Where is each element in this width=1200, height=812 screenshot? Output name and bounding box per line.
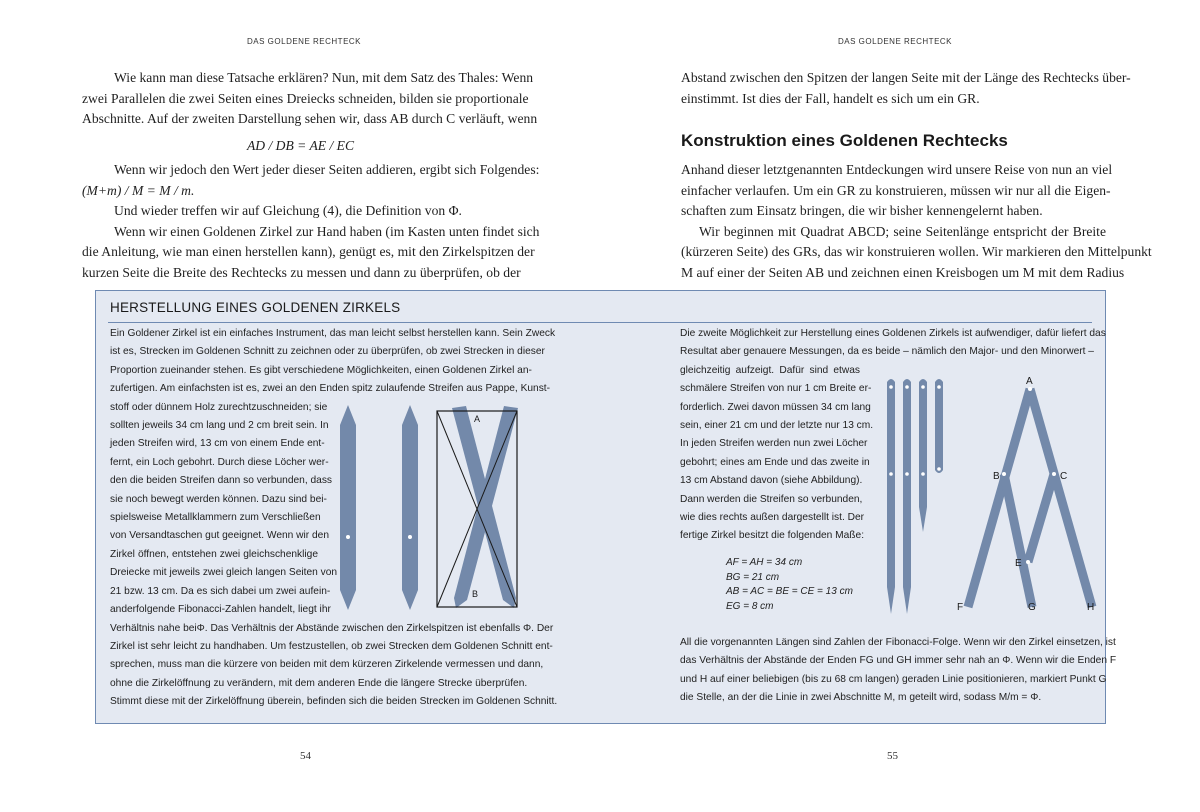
box-text-line: stoff oder dünnem Holz zurechtzuschneiden; sie [110,401,328,413]
strip-34b [903,379,911,614]
text-line: kurzen Seite die Breite des Rechtecks zu messen und dann zu überprüfen, ob der [82,264,521,280]
section-heading: Konstruktion eines Goldenen Rechtecks [681,131,1008,150]
text-line: Abschnitte. Auf der zweiten Darstellung sehen wir, dass AB durch C verläuft, wenn [82,111,538,126]
arm-bg [1004,474,1032,607]
running-head-left: DAS GOLDENE RECHTECK [247,37,362,46]
label-f: F [957,602,964,613]
box-text-line: schmälere Streifen von nur 1 cm Breite er- [680,383,872,395]
box-text-line: Zirkel öffnen, entstehen zwei gleichschenklige [110,548,318,560]
text-line: Wir beginnen mit Quadrat ABCD; seine Seitenlänge entspricht der Breite [699,223,1106,239]
strip-21 [919,379,927,532]
box-text-line: ist es, Strecken im Goldenen Schnitt zu zeichnen oder zu überprüfen, ob zwei Strecken in dieser [110,346,545,358]
strip-13 [935,379,943,473]
box-text-line: das Verhältnis der Abstände der Enden FG und GH immer sehr nah an Φ. Wenn wir die Enden F [680,655,1117,667]
box-text-line: die Stelle, an der die Linie in zwei Abschnitte M, m geteilt wird, sodass M/m = Φ. [680,692,1042,704]
box-text-line: sprechen, muss man die kürzere von beiden mit dem kürzeren Zirkelende vermessen und dann, [110,659,544,671]
box-text-line: Zirkel ist sehr leicht zu handhaben. Um festzustellen, ob zwei Strecken dem Goldenen Schnitt ent- [110,640,553,652]
label-a: A [1026,376,1033,387]
text-line: die Anleitung, wie man einen herstellen kann), genügt es, mit den Zirkelspitzen der [82,244,535,259]
running-head-right: DAS GOLDENE RECHTECK [838,37,953,46]
box-title-rule [108,322,1092,323]
text-line: zwei Parallelen die zwei Seiten eines Dreiecks schneiden, bilden sie proportionale [82,90,529,106]
label-c: C [1060,471,1068,482]
hole-2 [408,535,412,539]
right-page-body [681,68,1131,109]
page-number-right: 55 [887,750,898,762]
strip-2 [402,405,418,610]
box-text-line: anderfolgende Fibonacci-Zahlen handelt, liegt ihr [110,604,331,616]
box-text-line: Dann werden die Streifen so verbunden, [680,493,863,505]
box-text-line: sein, einer 21 cm und der letzte nur 13 cm. [680,420,874,432]
box-text-line: spielsweise Metallklammern zum Verschließen [110,512,321,524]
box-text-line: gebohrt; eines am Ende und das zweite in [680,456,870,468]
text-line: Abstand zwischen den Spitzen der langen Seite mit der Länge des Rechtecks über- [681,70,1131,85]
text-line: (kürzeren Seite) des GRs, das wir konstruieren wollen. Wir markieren den Mittelpunkt [681,244,1152,259]
hole-1 [346,535,350,539]
box-text-line: Die zweite Möglichkeit zur Herstellung eines Goldenen Zirkels ist aufwendiger, dafür liefert das [680,328,1106,339]
strip-34a [887,379,895,614]
box-text-line: In jeden Streifen werden nun zwei Löcher [680,438,868,450]
page-number-left: 54 [300,750,311,762]
arm-ah [1030,389,1092,607]
text-line: Anhand dieser letztgenannten Entdeckungen wird unsere Reise von nun an viel [681,162,1113,177]
left-page-body [82,68,540,283]
box-text-line: All die vorgenannten Längen sind Zahlen der Fibonacci-Folge. Wenn wir den Zirkel einsetzen, ist [680,637,1116,649]
simple-compass-figure [330,400,530,615]
box-text-line: 13 cm Abstand davon (siehe Abbildung). [680,475,863,487]
box-text-line: Proportion zueinander stehen. Es gibt verschiedene Möglichkeiten, einen Goldenen Zirkel an- [110,364,532,376]
box-text-line: sie noch bewegt werden können. Dazu sind bei- [110,493,327,505]
measure-item: AB = AC = BE = CE = 13 cm [726,586,853,598]
label-g: G [1028,602,1036,613]
box-text-line: den die beiden Streifen dann so verbunden, dass [110,475,333,487]
arm-ce [1028,474,1054,562]
text-line: (M+m) / M = M / m. [82,182,195,198]
box-text-line: forderlich. Zwei davon müssen 34 cm lang [680,401,871,413]
label-e: E [1015,558,1022,569]
box-text-line: jeden Streifen wird, 13 cm von einem Ende ent- [110,438,325,450]
label-h: H [1087,602,1095,613]
text-line: M auf einer der Seiten AB und zeichnen einen Kreisbogen um M mit dem Radius [681,264,1125,280]
box-text-line: Resultat aber genauere Messungen, da es beide – nämlich den Major- und den Minorwert – [680,346,1094,358]
text-line: Und wieder treffen wir auf Gleichung (4), die Definition von Φ. [114,203,462,218]
measure-item: AF = AH = 34 cm [726,556,803,568]
box-text-line: gleichzeitig aufzeigt. Dafür sind etwas [680,364,860,376]
box-text-line: wie dies rechts außen dargestellt ist. Der [680,512,865,524]
box-text-line: 21 bzw. 13 cm. Da es sich dabei um zwei aufein- [110,585,331,597]
text-line: einstimmt. Ist dies der Fall, handelt es sich um ein GR. [681,90,980,106]
box-text-line: und H auf einer beliebigen (bis zu 68 cm langen) geraden Linie positionieren, markiert Punkt G [680,673,1107,685]
text-line: schaften zum Einsatz bringen, die wir bisher kennengelernt haben. [681,203,1043,218]
strip-1 [340,405,356,610]
box-text-line: fernt, ein Loch gebohrt. Durch diese Löcher wer- [110,456,329,468]
text-line: Wie kann man diese Tatsache erklären? Nun, mit dem Satz des Thales: Wenn [114,70,534,85]
label-b: B [993,471,1000,482]
text-line: Wenn wir einen Goldenen Zirkel zur Hand haben (im Kasten unten findet sich [114,223,540,239]
box-text-line: zufertigen. Am einfachsten ist es, zwei an den Enden spitz zulaufende Streifen aus Pappe, Kunst- [110,383,551,395]
box-text-line: Dreiecke mit jeweils zwei gleich langen Seiten von [110,567,338,579]
box-text-line: sollten jeweils 34 cm lang und 2 cm breit sein. In [110,420,329,432]
measure-item: BG = 21 cm [726,571,780,583]
text-line: Wenn wir jedoch den Wert jeder dieser Seiten addieren, ergibt sich Folgendes: [114,162,540,177]
box-text-line: Verhältnis nahe beiΦ. Das Verhältnis der Abstände zwischen den Zirkelspitzen ist ebenfalls Φ. Der [110,622,554,634]
formula: AD / DB = AE / EC [246,137,355,153]
golden-compass-figure [880,372,1100,622]
label-a: A [474,414,481,424]
box-text-line: ohne die Zirkelöffnung zu verändern, mit dem anderen Ende die längere Strecke überprüfen. [110,677,528,689]
text-line: einfacher verlaufen. Um ein GR zu konstruieren, müssen wir nur all die Eigen- [681,182,1111,198]
measure-item: EG = 8 cm [726,601,774,613]
box-title: HERSTELLUNG EINES GOLDENEN ZIRKELS [110,300,401,315]
box-text-line: Stimmt diese mit der Zirkelöffnung überein, befinden sich die beiden Strecken im Goldenen Schnitt. [110,696,558,708]
label-b: B [472,589,479,599]
box-text-line: fertige Zirkel besitzt die folgenden Maße: [680,530,865,542]
box-text-line: Ein Goldener Zirkel ist ein einfaches Instrument, das man leicht selbst herstellen kann. Sein Zweck [110,328,556,339]
box-text-line: von Versandtaschen gut geeignet. Wenn wir den [110,530,329,542]
right-page-body-2 [681,160,1152,283]
